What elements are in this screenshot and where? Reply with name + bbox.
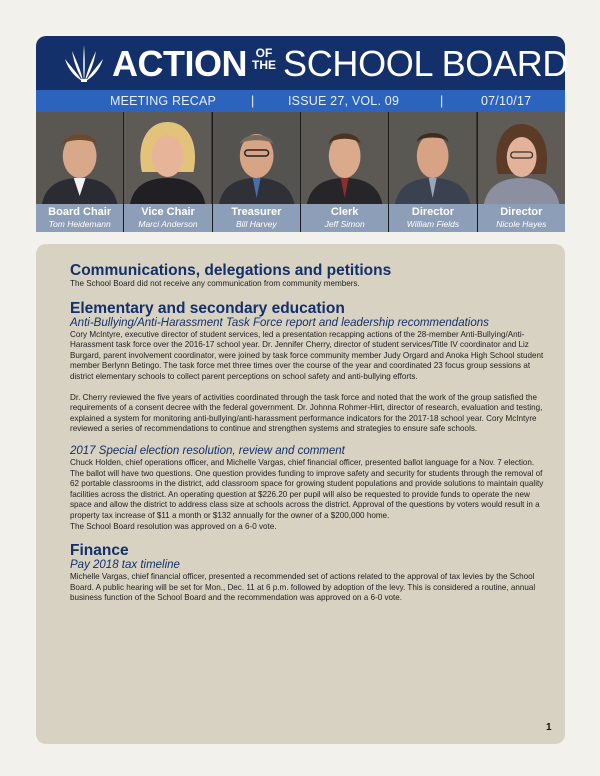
- board-member-card: [36, 112, 124, 232]
- portrait-photo: [36, 112, 123, 204]
- election-paragraph: Chuck Holden, chief operations officer, and Michelle Vargas, chief financial officer, presented ballot language for a Nov. 7 election. The ballot will have two questions. One question provides funding to improve safety and security for students through the removal of 62 portable classrooms in the district, add classroom space for growing student populations and provide solutions to maintain quality facilities across the district. An operating question at $226.20 per pupil will also be requested to provide funds to operate the new space and allow the district to address class size at schools across the district. Approval of the questions by voters would result in a property tax increase of $11 a month or $132 annually for the owner of a $200,000 home.: [70, 457, 544, 520]
- portrait-photo: [213, 112, 300, 204]
- board-member-name: Nicole Hayes: [496, 219, 547, 229]
- board-member-card: [389, 112, 477, 232]
- board-member-role: Director: [411, 206, 455, 218]
- board-member-name: Marci Anderson: [138, 219, 198, 229]
- separator-2: |: [440, 94, 444, 108]
- section-heading-communications: Communications, delegations and petitions: [70, 262, 392, 279]
- masthead-title-school-board: SCHOOL BOARD: [283, 43, 569, 84]
- issue-band: [36, 90, 565, 112]
- education-paragraph-2: Dr. Cherry reviewed the five years of activities coordinated through the task force and noted that the work of the group satisfied the requirements of a consent decree with the federal government. Dr. Johnna Rohmer-Hirt, director of research, evaluation and testing, explained a system for monitoring anti-bullying/anti-harassment performance indicators for the 2017-18 school year. Cory McIntyre reviewed a series of recommendations to continue and strengthen systems and strategies to ensure safe schools.: [70, 392, 543, 434]
- election-resolution-vote: The School Board resolution was approved on a 6-0 vote.: [70, 521, 277, 531]
- board-member-name: Bill Harvey: [236, 219, 277, 229]
- board-members-strip: [36, 112, 565, 232]
- finance-paragraph: Michelle Vargas, chief financial officer, presented a recommended set of actions related to the approval of tax levies by the School Board. A public hearing will be set for Mon., Dec. 11 at 6 p.m. followed by adoption of the levy. This is considered a routine, annual business function of the School Board and the recommendation was approved on a 6-0 vote.: [70, 572, 536, 603]
- board-member-caption: [301, 204, 388, 232]
- section-heading-finance: Finance: [70, 542, 129, 560]
- issue-date: 07/10/17: [481, 94, 532, 108]
- masthead-of: OF: [255, 46, 273, 60]
- portrait-photo: [478, 112, 565, 204]
- subheading-tax-timeline: Pay 2018 tax timeline: [70, 559, 180, 572]
- board-member-role: Clerk: [330, 206, 359, 218]
- portrait-photo: [301, 112, 388, 204]
- board-member-role: Treasurer: [231, 206, 282, 218]
- education-paragraph-1: Cory McIntyre, executive director of student services, led a presentation recapping actions of the 28-member Anti-Bullying/Anti-Harassment task force over the 2016-17 school year. Dr. Jennifer Cherry, director of student services/Title IV coordinator and Liz Burgard, parent involvement coordinator, were joined by task force community member Judy Orgard and Anoka High School student member Berlynn Betingo. The task force met three times over the course of the year and coordinated 23 focus group sessions at district elementary schools to collect parent perceptions on school safety and anti-bullying efforts.: [70, 329, 544, 381]
- board-member-role: Vice Chair: [141, 206, 195, 218]
- article-body: [70, 262, 545, 604]
- section-heading-education: Elementary and secondary education: [70, 299, 345, 317]
- wheat-sheaf-icon: [64, 41, 104, 83]
- board-member-caption: [124, 204, 211, 232]
- board-member-card: [301, 112, 389, 232]
- issue-number: ISSUE 27, VOL. 09: [288, 94, 400, 108]
- subheading-anti-bullying: Anti-Bullying/Anti-Harassment Task Force report and leadership recommendations: [70, 316, 489, 329]
- board-member-caption: [213, 204, 300, 232]
- board-member-caption: [389, 204, 476, 232]
- board-member-card: [124, 112, 212, 232]
- masthead-the: THE: [252, 58, 276, 72]
- board-member-role: Director: [500, 206, 543, 218]
- board-member-name: William Fields: [406, 219, 460, 229]
- communications-text: The School Board did not receive any communication from community members.: [70, 279, 360, 288]
- masthead-title-of-the: [252, 47, 276, 71]
- board-member-caption: [36, 204, 123, 232]
- board-member-card: [478, 112, 565, 232]
- separator-1: |: [251, 94, 255, 108]
- board-member-role: Board Chair: [48, 206, 112, 218]
- masthead-title-action: ACTION: [112, 43, 247, 84]
- board-member-name: Jeff Simon: [324, 219, 365, 229]
- page-number: 1: [546, 722, 552, 733]
- board-member-caption: [478, 204, 565, 232]
- portrait-photo: [124, 112, 211, 204]
- board-member-name: Tom Heidemann: [48, 219, 111, 229]
- subheading-special-election: 2017 Special election resolution, review and comment: [70, 444, 345, 457]
- portrait-photo: [389, 112, 476, 204]
- recap-label: MEETING RECAP: [110, 94, 217, 108]
- board-member-card: [213, 112, 301, 232]
